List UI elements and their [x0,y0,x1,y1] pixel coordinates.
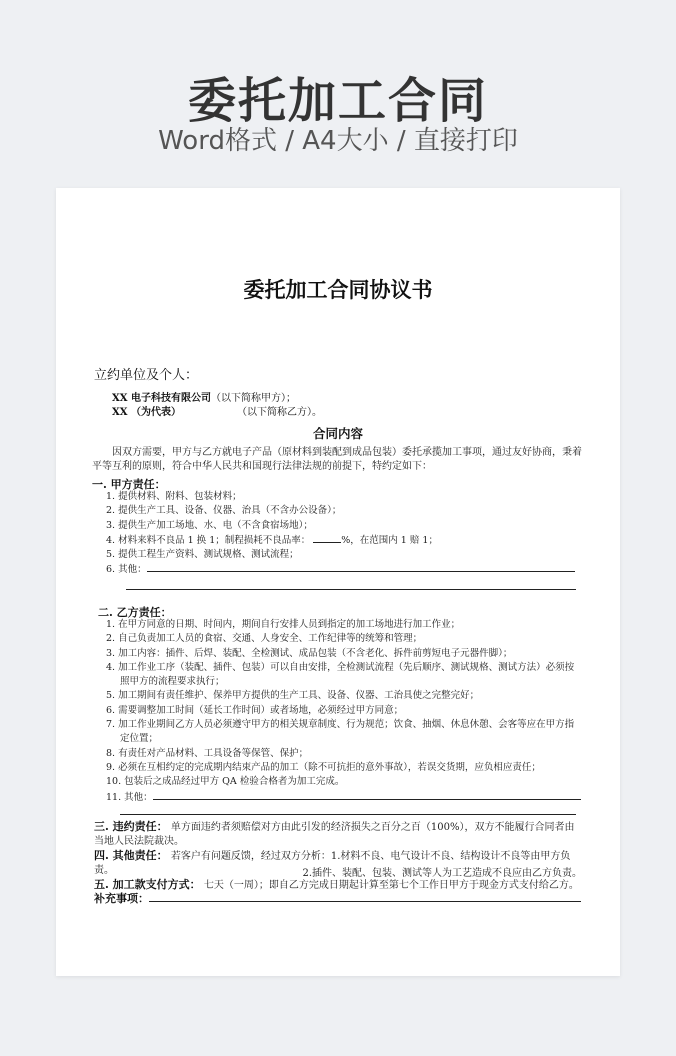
section3-text: 单方面违约者须赔偿对方由此引发的经济损失之百分之百（100%），双方不能履行合同者由当地人民法院裁决。 [94,822,575,847]
list-item: 2. 提供生产工具、设备、仪器、治具（不含办公设备）； [106,505,342,517]
section3-paragraph [94,820,584,849]
item4-text: 4. 材料来料不良品 1 换 1；制程损耗不良品率： [106,534,311,546]
section1-list [106,490,586,578]
other-blank-line [153,790,581,800]
party-a-line [112,389,296,404]
list-item [106,718,586,747]
party-a-name: XX 电子科技有限公司 [112,393,211,404]
banner-title: 委托加工合同 [187,73,488,129]
loss-rate-blank [313,533,341,543]
section2-heading: 二. 乙方责任： [98,606,172,619]
item4-tail: %，在范围内 1 赔 1； [341,534,438,546]
list-item: 6. 需要调整加工时间（延长工作时间）或者场地，必须经过甲方同意； [106,704,404,716]
party-b-note: （以下简称乙方）。 [237,407,322,418]
blank-rule [120,814,576,815]
item-text: 7. 加工作业期间乙方人员必须遵守甲方的相关规章制度、行为规范；饮食、抽烟、休息休憩、会客等应在甲方指 [106,719,575,731]
section2-list [106,618,586,805]
section4-heading: 四. 其他责任： [94,849,168,862]
list-item: 3. 提供生产加工场地、水、电（不含食宿场地）； [106,519,313,531]
list-item [106,790,586,805]
item6-text: 6. 其他： [106,564,147,576]
party-b-name: XX （为代表） [112,407,181,418]
document-title: 委托加工合同协议书 [243,277,433,302]
supplement-heading: 补充事项： [94,892,149,905]
list-item: 2. 自己负责加工人员的食宿、交通、人身安全、工作纪律等的统筹和管理； [106,633,423,645]
list-item: 10. 包装后之成品经过甲方 QA 检验合格者为加工完成。 [106,776,345,788]
item-text: 4. 加工作业工序（装配、插件、包装）可以自由安排，全检测试流程（先后顺序、测试规格、测试方法）必须按 [106,661,575,673]
section1-heading: 一. 甲方责任： [92,478,166,491]
party-a-note: （以下简称甲方）； [211,393,296,404]
party-b-line [112,403,322,418]
supplement-blank-line [149,892,581,902]
item11-text: 11. 其他： [106,791,153,803]
other-blank-line [147,562,575,572]
list-item: 1. 在甲方同意的日期、时间内，期间自行安排人员到指定的加工场地进行加工作业； [106,619,461,630]
section5-heading: 五. 加工款支付方式： [94,878,201,891]
list-item: 5. 加工期间有责任维护、保养甲方提供的生产工具、设备、仪器、工治具使之完整完好； [106,690,480,702]
blank-rule [126,589,576,590]
list-item [106,533,586,548]
section4-text-line2: 2.插件、装配、包装、测试等人为工艺造成不良应由乙方负责。 [302,868,582,879]
list-item: 3. 加工内容：插件、后焊、装配、全检测试、成品包装（不含老化、拆件前剪短电子元器件脚）； [106,647,513,659]
supplement-paragraph [94,892,584,907]
contract-heading: 合同内容 [312,426,363,441]
banner-subtitle: Word格式 / A4大小 / 直接打印 [158,126,518,156]
list-item [106,661,586,690]
section5-paragraph [94,878,584,893]
intro-paragraph: 因双方需要，甲方与乙方就电子产品（原材料到装配到成品包装）委托承揽加工事项，通过友好协商，秉着平等互利的原则，符合中华人民共和国现行法律法规的前提下，特约定如下： [92,447,582,472]
list-item [106,562,586,577]
section3-heading: 三. 违约责任： [94,820,168,833]
parties-label: 立约单位及个人： [94,368,199,383]
section5-text: 七天（一周）；即自乙方完成日期起计算至第七个工作日甲方于现金方式支付给乙方。 [203,880,579,891]
list-item: 5. 提供工程生产资料、测试规格、测试流程； [106,549,299,561]
document-page [56,188,620,976]
list-item: 8. 有责任对产品材料、工具设备等保管、保护； [106,747,309,759]
item-continuation: 照甲方的流程要求执行； [120,676,225,688]
item-continuation: 定位置； [120,733,159,745]
list-item: 1. 提供材料、附料、包装材料； [106,491,242,502]
section4-text: 若客户有问题反馈，经过双方分析：1.材料不良、电气设计不良、结构设计不良等由甲方负责。 [94,851,571,876]
list-item: 9. 必须在互相约定的完成期内结束产品的加工（除不可抗拒的意外事故），若误交货期，应负相应责任； [106,761,541,773]
